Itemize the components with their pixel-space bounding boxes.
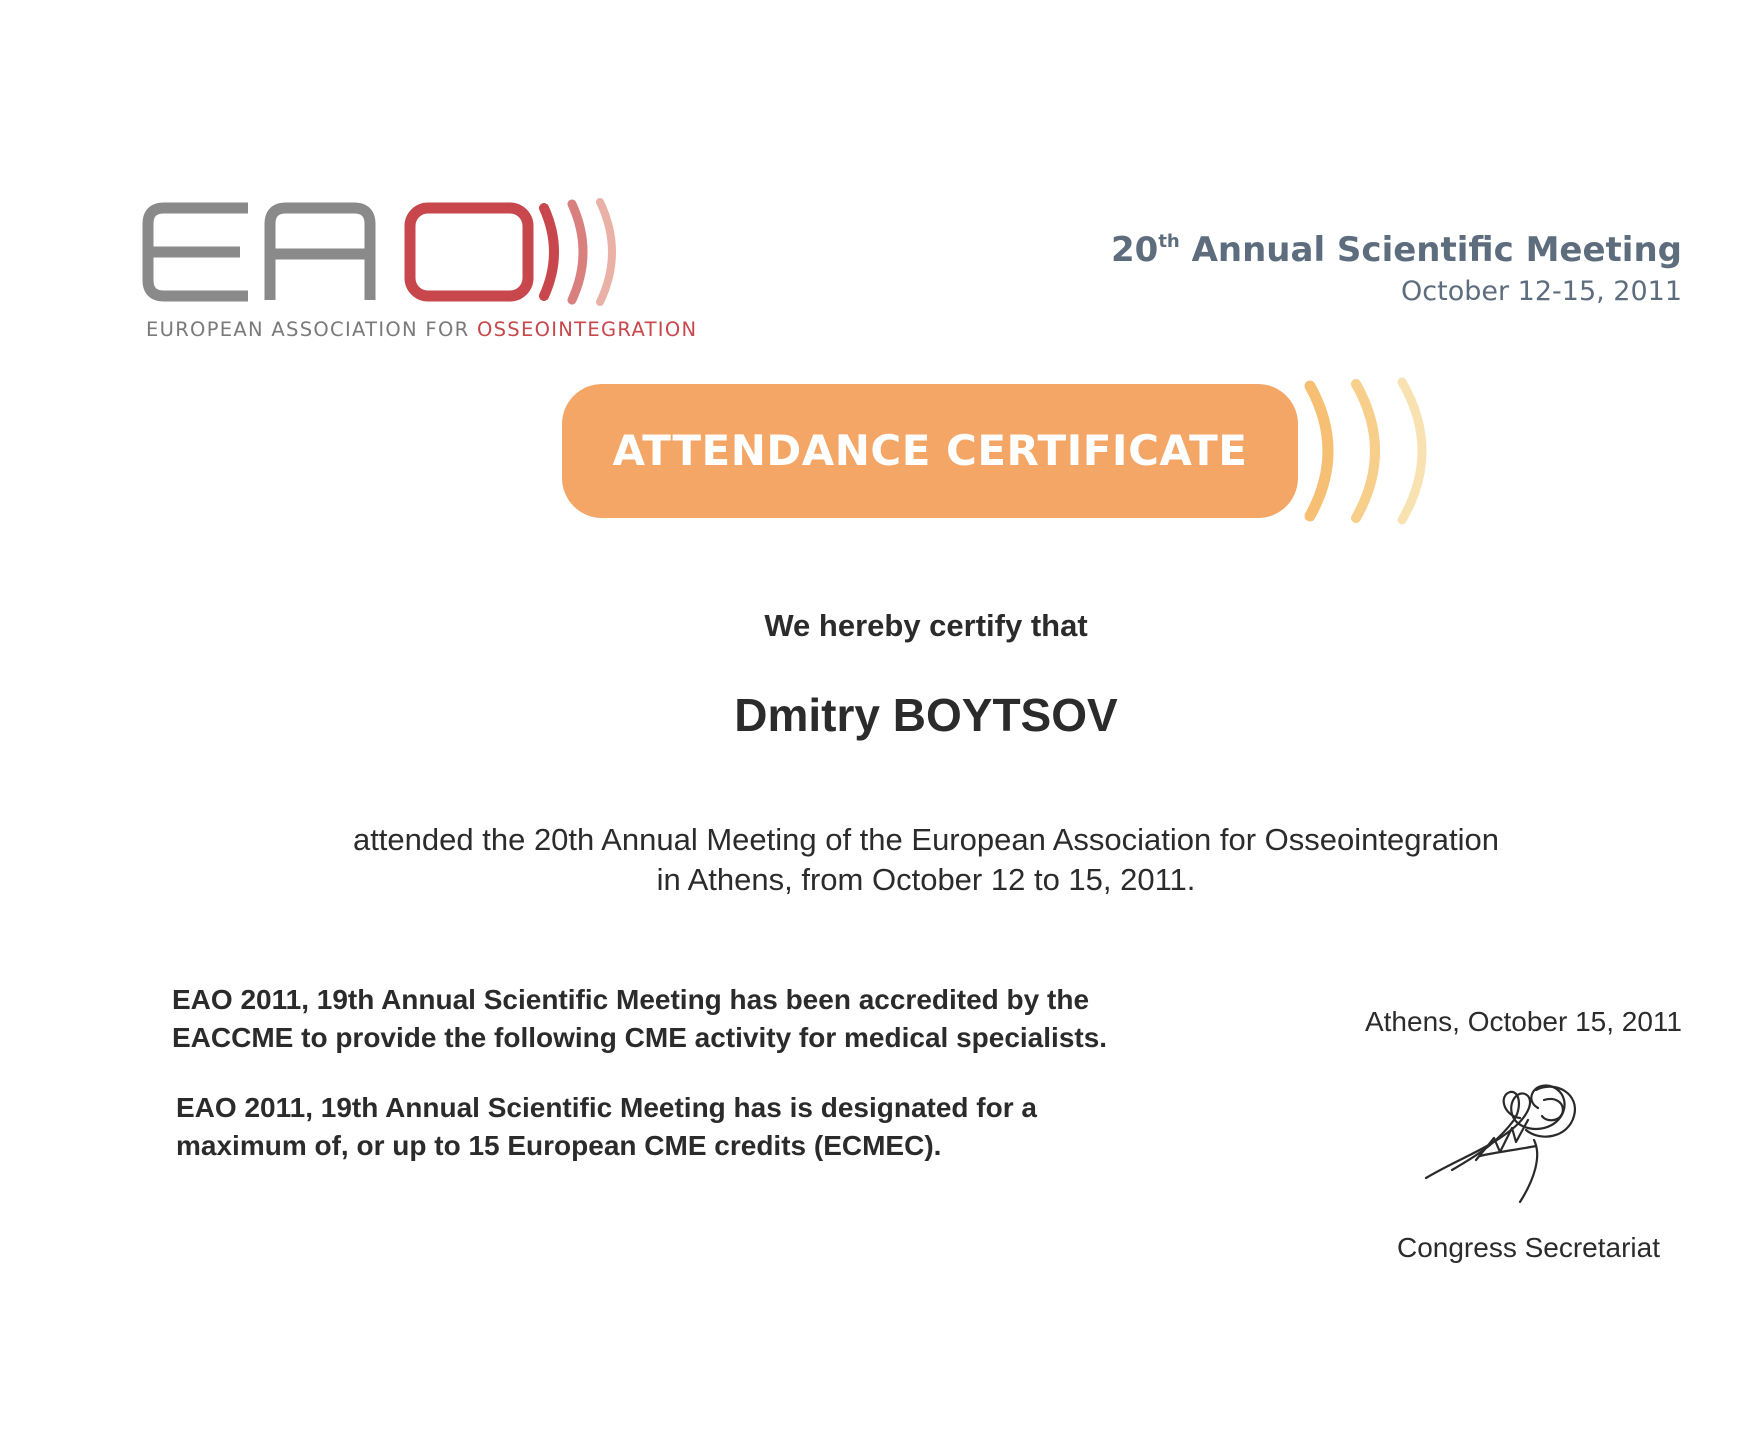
meeting-number: 20 (1110, 230, 1159, 270)
signatory-label: Congress Secretariat (1396, 1232, 1660, 1263)
accreditation-statement (172, 981, 1107, 1057)
accreditation-line-2: EACCME to provide the following CME activity for medical specialists. (172, 1022, 1108, 1053)
attendance-line-2: in Athens, from October 12 to 15, 2011. (656, 862, 1196, 897)
recipient-name: Dmitry BOYTSOV (734, 689, 1118, 741)
attendance-statement (0, 820, 1758, 900)
logo-subtitle-highlight: OSSEOINTEGRATION (476, 318, 698, 341)
logo-subtitle-part1: EUROPEAN ASSOCIATION FOR (146, 318, 477, 341)
certify-line: We hereby certify that (764, 608, 1088, 643)
meeting-title (1111, 230, 1682, 270)
logo-subtitle (146, 318, 697, 341)
credits-line-1: EAO 2011, 19th Annual Scientific Meeting has is designated for a (176, 1092, 1037, 1123)
banner-label: ATTENDANCE CERTIFICATE (612, 426, 1248, 475)
certificate-banner (562, 384, 1298, 518)
accreditation-line-1: EAO 2011, 19th Annual Scientific Meeting has been accredited by the (172, 984, 1090, 1015)
sound-wave-arcs-icon (1300, 376, 1450, 531)
handwritten-signature-icon (1416, 1060, 1596, 1220)
credits-statement (176, 1089, 1037, 1165)
place-date: Athens, October 15, 2011 (1364, 1006, 1682, 1037)
meeting-ordinal-suffix: th (1158, 231, 1180, 252)
meeting-title-text: Annual Scientific Meeting (1179, 230, 1682, 270)
attendance-line-1: attended the 20th Annual Meeting of the European Association for Osseointegration (352, 822, 1500, 857)
credits-line-2: maximum of, or up to 15 European CME credits (ECMEC). (176, 1130, 942, 1161)
meeting-dates: October 12-15, 2011 (1401, 276, 1682, 307)
